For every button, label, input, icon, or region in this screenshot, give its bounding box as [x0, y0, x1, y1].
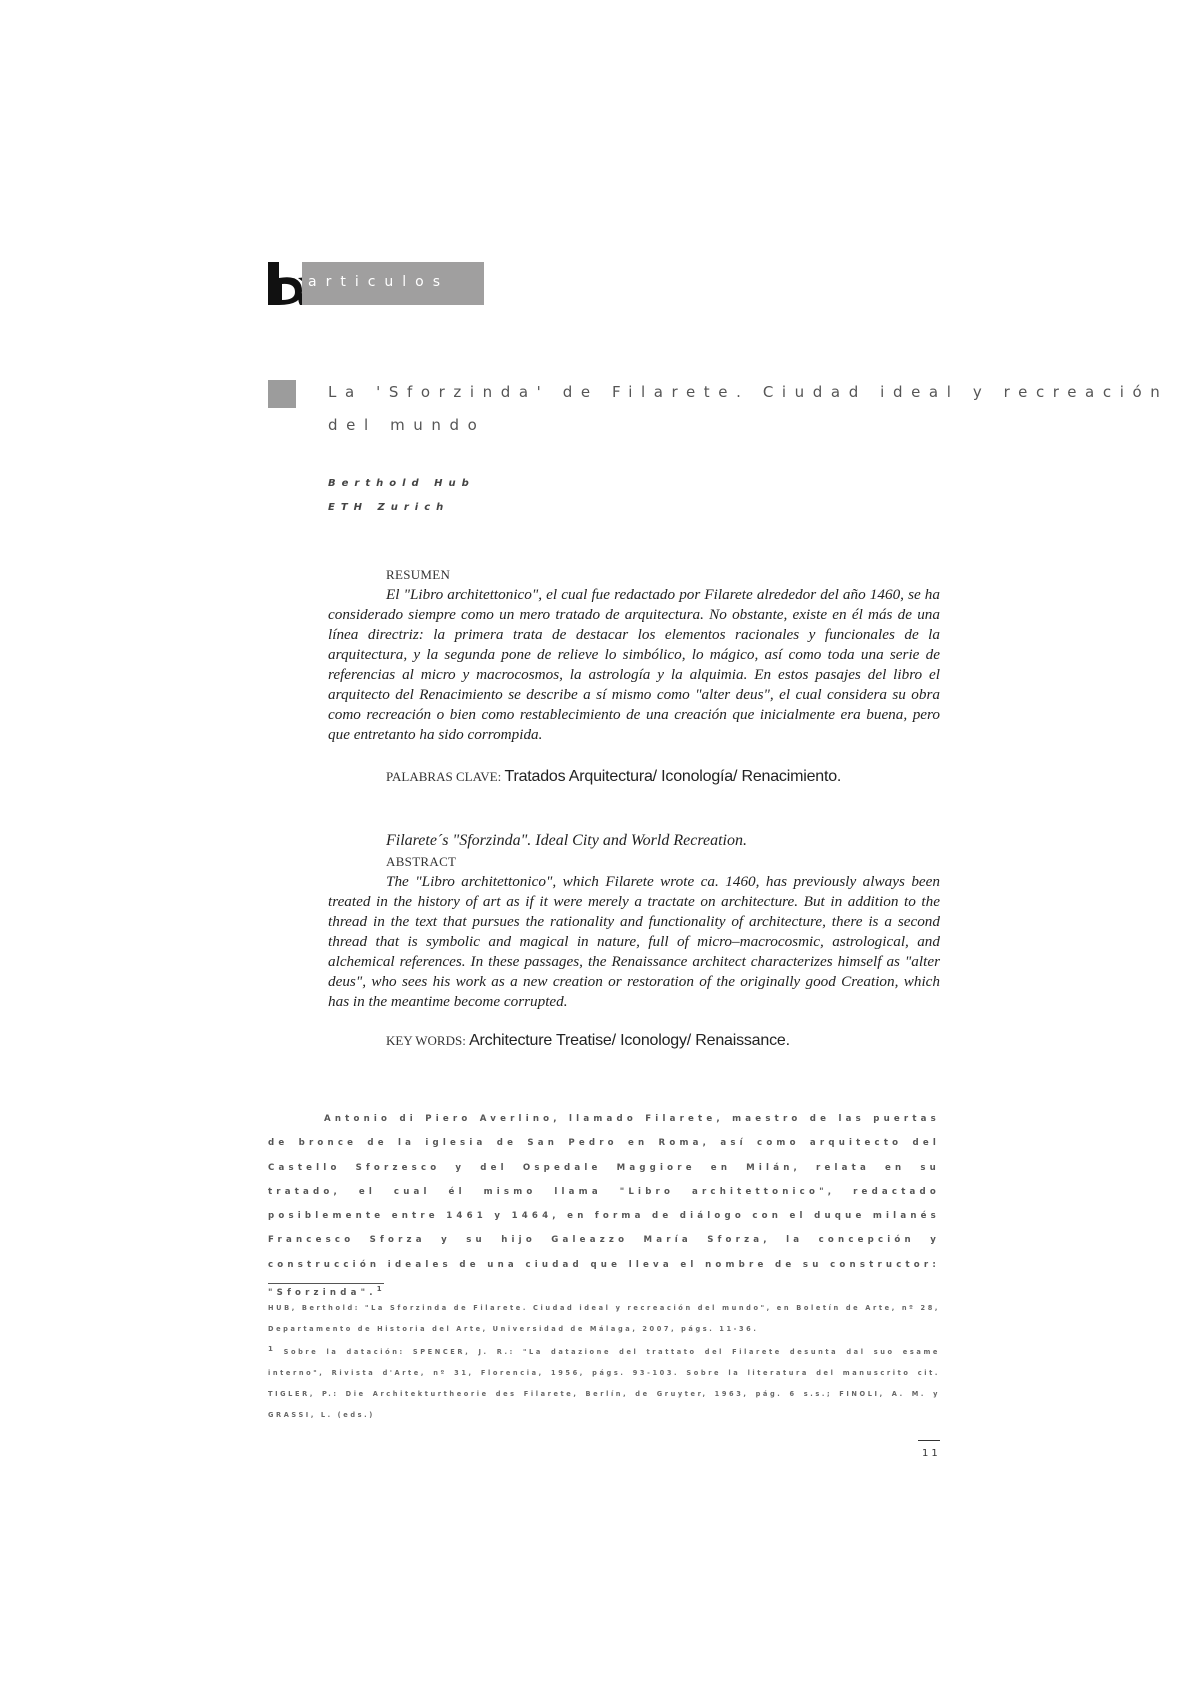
- resumen-label: RESUMEN: [386, 567, 451, 582]
- footnote-2-text: Sobre la datación: SPENCER, J. R.: "La datazione del trattato del Filarete desunta dal suo esame interno", Rivista d'Arte, nº 31, Florencia, 1956, págs. 93-103. Sobre la literatura del manuscrito cit. TIGLER, P.: Die Architekturtheorie des Filarete, Berlín, de Gruyter, 1963, pág. 6 s.s.; FINOLI, A. M. y GRASSI, L. (eds.): [268, 1348, 940, 1420]
- footnote-ref[interactable]: 1: [376, 1285, 386, 1294]
- footnote-2: [268, 1339, 940, 1426]
- palabras-clave: [386, 768, 841, 786]
- footnote-divider: [268, 1283, 384, 1284]
- resumen-paragraph: El "Libro architettonico", el cual fue redactado por Filarete alrededor del año 1460, se ha considerado siempre como un mero tratado de arquitectura. No obstante, existe en él más de una línea directriz: la primera trata de destacar los elementos racionales y funcionales de la arquitectura, y la segunda pone de relieve lo simbólico, lo mágico, así como toda una serie de referencias al micro y macrocosmos, la astrología y la alquimia. En estos pasajes del libro el arquitecto del Renacimiento se describe a sí mismo como "alter deus", el cual considera su obra como recreación o bien como restablecimiento de una creación que inicialmente era buena, pero que entretanto ha sido corrompida.: [328, 586, 940, 743]
- author-affiliation: ETH Zurich: [328, 502, 450, 513]
- key-words-values: Architecture Treatise/ Iconology/ Renaissance.: [469, 1032, 790, 1049]
- key-words: [386, 1032, 790, 1050]
- section-label: articulos: [308, 274, 450, 290]
- body-paragraph-text: Antonio di Piero Averlino, llamado Filarete, maestro de las puertas de bronce de la iglesia de San Pedro en Roma, así como arquitecto del Castello Sforzesco y del Ospedale Maggiore en Milán, relata en su tratado, el cual él mismo llama "Libro architettonico", redactado posiblemente entre 1461 y 1464, en forma de diálogo con el duque milanés Francesco Sforza y su hijo Galeazzo María Sforza, la concepción y construcción ideales de una ciudad que lleva el nombre de su constructor: "Sforzinda".: [268, 1114, 940, 1298]
- author-name: Berthold Hub: [328, 478, 475, 489]
- key-words-label: KEY WORDS:: [386, 1033, 466, 1048]
- body-paragraph: [268, 1107, 940, 1305]
- body-text: [268, 1107, 940, 1305]
- article-title-line-2: del mundo: [328, 416, 486, 434]
- english-title: Filarete´s "Sforzinda". Ideal City and World Recreation.: [386, 832, 747, 849]
- resumen-text: [328, 585, 940, 745]
- article-title-line-1: La 'Sforzinda' de Filarete. Ciudad ideal y recreación: [328, 383, 1169, 401]
- palabras-clave-values: Tratados Arquitectura/ Iconología/ Renacimiento.: [504, 768, 842, 785]
- footnote-1: HUB, Berthold: "La Sforzinda de Filarete. Ciudad ideal y recreación del mundo", en Boletín de Arte, nº 28, Departamento de Historia del Arte, Universidad de Málaga, 2007, págs. 11-36.: [268, 1304, 940, 1333]
- abstract-label: ABSTRACT: [386, 854, 457, 869]
- footnote-2-number: 1: [268, 1345, 276, 1353]
- abstract-text: [328, 872, 940, 1012]
- palabras-clave-label: PALABRAS CLAVE:: [386, 769, 502, 784]
- section-band: [302, 262, 484, 305]
- title-marker: [268, 380, 296, 408]
- section-header: [268, 262, 484, 305]
- page-number-rule: [918, 1440, 940, 1441]
- page-number: 11: [922, 1448, 941, 1459]
- abstract-paragraph: The "Libro architettonico", which Filarete wrote ca. 1460, has previously always been treated in the history of art as if it were merely a tractate on architecture. But in addition to the thread in the text that pursues the rationality and functionality of architecture, there is a second thread that is symbolic and magical in nature, full of micro–macrocosmic, astrological, and alchemical references. In these passages, the Renaissance architect characterizes himself as "alter deus", who sees his work as a new creation or restoration of the originally good Creation, which has in the meantime become corrupted.: [328, 873, 940, 1010]
